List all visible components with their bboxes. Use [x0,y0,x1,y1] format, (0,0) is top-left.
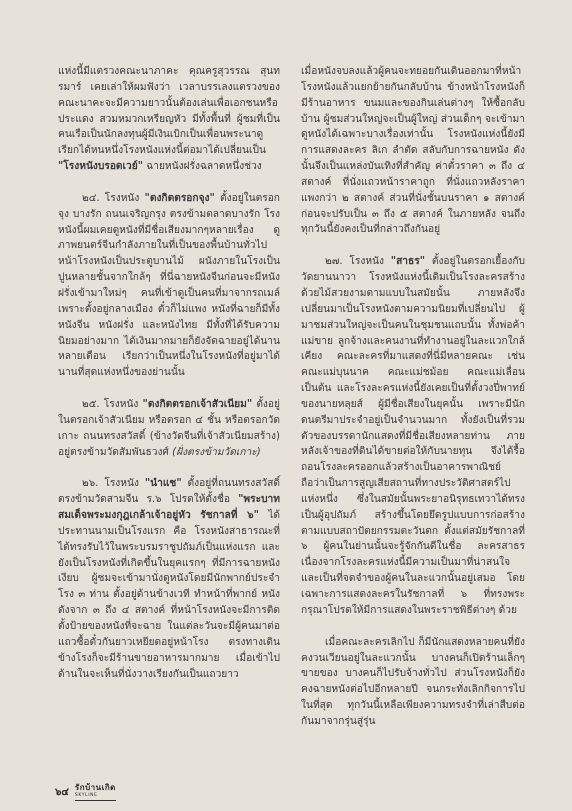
theater-name: "สาธร" [390,256,426,268]
paragraph-text: ตั้งอยู่ในตรอกจุง บางรัก ถนนเจริญกรุง ตรงข้ามตลาดบางรัก โรงหนังนี้ผมเคยดูหนังที่มีชื่อเสียงมากๆหลายเรื่อง ดูภาพยนตร์จีนกำลังภายในที่เป็นของพื้นบ้านทั่วไป หน้าโรงหนังเป็นประตูบานไม้ ผนังภายในโรงเป็นปูนหลายชั้นจากใกล้ๆ ที่นี่ฉายหนังจีนก่อนจะมีหนังฝรั่งเข้ามาใหม่ๆ คนที่เข้าดูเป็นคนที่มาจากรถเมล์ เพราะตั้งอยู่กลางเมือง ตั๋วก็ไม่แพง หนังที่ฉายก็มีทั้งหนังจีน หนังฝรั่ง และหนังไทย มีทั้งที่ได้รับความนิยมอย่างมาก ได้เงินมากมายก็ยังจัดฉายอยู่ได้นานหลายเดือน เรียกว่าเป็นหนึ่งในโรงหนังที่อยู่มาได้นานที่สุดแห่งหนึ่งของย่านนั้น [58,192,280,379]
paragraph-text: ได้ประทานนามเป็นโรงแรก คือ โรงหนังสาธารณะที่ได้ทรงรับไว้ในพระบรมราชูปถัมภ์เป็นแห่งแรก และยังเป็นโรงหนังที่เกิดขึ้นในยุคแรกๆ ที่มีการฉายหนังเงียบ ผู้ชมจะเข้ามานั่งดูหนังโดยมีนักพากย์ประจำโรง ๓ ท่าน ตั้งอยู่ด้านข้างเวที ทำหน้าที่พากย์ หนังดังจาก ๓ ถึง ๔ สตางค์ ที่หน้าโรงหนังจะมีการติดตั้งป้ายของหนังที่จะฉาย ในแต่ละวันจะมีผู้คนมาต่อแถวซื้อตั๋วกันยาวเหยียดอยู่หน้าโรง ตรงทางเดินข้างโรงก็จะมีร้านขายอาหารมากมาย เมื่อเข้าไปด้านในจะเห็นที่นั่งวางเรียงกันเป็นแถวยาว [58,510,280,680]
paragraph [301,635,525,730]
item-number: ๒๗. โรงหนัง [325,256,384,268]
paragraph-text: ฉายหนังฝรั่งฉลาดหนึ่งช่วง [146,161,262,173]
paragraph-text: ตั้งอยู่ที่ถนนทรงสวัสดิ์ ตรงข้ามวัดสามจีน ร.๖ โปรดให้ตั้งชื่อ [58,478,280,506]
page-number: ๖๔ [55,787,69,798]
paragraph [58,476,280,682]
magazine-logo [75,784,116,801]
theater-name: "ตงกิตตรอกเจ้าสัวเนียม" [142,399,253,411]
logo-subtext: SKYLINE [74,793,98,798]
item-number: ๒๕. โรงหนัง [82,399,139,411]
paragraph [301,254,525,618]
paragraph-text: เมื่อหนังจบลงแล้วผู้คนจะทยอยกันเดินออกมาที่หน้าโรงหนังแล้วแยกย้ายกันกลับบ้าน ข้างหน้าโรงหนังก็มีร้านอาหาร ขนมและของกินเล่นต่างๆ ให้ซื้อกลับบ้าน ผู้ชมส่วนใหญ่จะเป็นผู้ใหญ่ ส่วนเด็กๆ จะเข้ามาดูหนังได้เฉพาะบางเรื่องเท่านั้น โรงหนังแห่งนี้ยังมีการแสดงละคร ลิเก ลำตัด สลับกับการฉายหนัง ดังนั้นจึงเป็นแหล่งบันเทิงที่สำคัญ ค่าตั๋วราคา ๓ ถึง ๔ สตางค์ ที่นั่งแถวหน้าราคาถูก ที่นั่งแถวหลังราคาแพงกว่า ๒ สตางค์ ส่วนที่นั่งชั้นบนราคา ๑ สตางค์ ก่อนจะปรับเป็น ๓ ถึง ๕ สตางค์ ในภายหลัง จนถึงทุกวันนี้ยังคงเป็นที่กล่าวถึงกันอยู่ [301,66,525,236]
paragraph [301,64,525,238]
paragraph [58,64,280,175]
item-number: ๒๖. โรงหนัง [82,478,139,490]
theater-name: "ตงกิตตรอกจุง" [144,192,215,204]
paragraph [58,191,280,381]
paragraph-text: เมื่อคณะละครเลิกไป ก็มีนักแสดงหลายคนที่ยังคงวนเวียนอยู่ในละแวกนั้น บางคนก็เปิดร้านเล็กๆ ขายของ บางคนก็ไปรับจ้างทั่วไป ส่วนโรงหนังก็ยังคงฉายหนังต่อไปอีกหลายปี จนกระทั่งเลิกกิจการไปในที่สุด ทุกวันนี้เหลือเพียงความทรงจำที่เล่าสืบต่อกันมาจากรุ่นสู่รุ่น [301,636,525,727]
theater-name: "โรงหนังบรอดเวย์" [58,161,144,173]
paragraph [58,397,280,460]
royal-name: "พระบาทสมเด็จพระมงกุฎเกล้าเจ้าอยู่หัว รัชกาลที่ ๖" [58,494,280,522]
paragraph-text: ตั้งอยู่ในตรอกเจ้าสัวเนียม หรือตรอก ๔ ชั้น หรือตรอกวัดเกาะ ถนนทรงสวัสดิ์ (ข้างวัดจีนที่เจ้าสัวเนียมสร้าง) อยู่ตรงข้ามวัดสัมพันธวงศ์ [58,399,280,458]
item-number: ๒๔. โรงหนัง [82,192,140,204]
paragraph-text: แห่งนี้มีแตรวงคณะนาภาคะ คุณครูสุวรรณ สุนทรมาร์ เคยเล่าให้ผมฟังว่า เวลาบรรเลงแตรวงของคณะนาคะจะมีความยาวนั้นต้องเล่นเพื่อเอกชนหรือประแดง สวมหมวกเหรียญหัว มีทั้งพื้นที่ ผู้ชมที่เป็นคนเรือเป็นนักลงทุนผู้มีเงินเบิกเป็นเพื่อนพระนาดูเรียกได้หนหนึ่งโรงหนังแห่งนี้ต่อมาได้เปลี่ยนเป็น [58,66,280,157]
logo-text: รักบ้านเกิด [74,783,116,792]
right-column [301,64,525,730]
page-footer [55,784,116,801]
theater-name: "นำแช" [144,478,182,490]
left-column [58,64,280,682]
paragraph-note: (ฝั่งตรงข้ามวัดเกาะ) [172,446,261,458]
paragraph-text: ตั้งอยู่ในตรอกเยื้องกับวัดยานนาวา โรงหนังแห่งนี้เดิมเป็นโรงละครสร้างด้วยไม้สวยงามตามแบบในสมัยนั้น ภายหลังจึงเปลี่ยนมาเป็นโรงหนังตามความนิยมที่เปลี่ยนไป ผู้มาชมส่วนใหญ่จะเป็นคนในชุมชนแถบนั้น ทั้งพ่อค้าแม่ขาย ลูกจ้างและคนงานที่ทำงานอยู่ในละแวกใกล้เคียง คณะละครที่มาแสดงที่นี่มีหลายคณะ เช่น คณะแม่บุนนาค คณะแม่ชม้อย คณะแม่เลื่อน เป็นต้น และโรงละครแห่งนี้ยังเคยเป็นที่ตั้งวงปี่พาทย์ของนายหลุยส์ ผู้มีชื่อเสียงในยุคนั้น เพราะมีนักดนตรีมาประจำอยู่เป็นจำนวนมาก ทั้งยังเป็นที่รวมตัวของบรรดานักแสดงที่มีชื่อเสียงหลายท่าน ภายหลังเจ้าของที่ดินได้ขายต่อให้กับนายทุน จึงได้รื้อถอนโรงละครออกแล้วสร้างเป็นอาคารพาณิชย์ ถือว่าเป็นการสูญเสียสถานที่ทางประวัติศาสตร์ไปแห่งหนึ่ง ซึ่งในสมัยนั้นพระยาอนิรุทธเทวาได้ทรงเป็นผู้อุปถัมภ์ สร้างขึ้นโดยยึดรูปแบบการก่อสร้างตามแบบสถาปัตยกรรมตะวันตก ตั้งแต่สมัยรัชกาลที่ ๖ ผู้คนในย่านนั้นจะรู้จักกันดีในชื่อ ละครสาธร เนื่องจากโรงละครแห่งนี้มีความเป็นมาที่น่าสนใจ และเป็นที่จดจำของผู้คนในละแวกนั้นอยู่เสมอ โดยเฉพาะการแสดงละครในรัชกาลที่ ๖ ที่ทรงพระกรุณาโปรดให้มีการแสดงในพระราชพิธีต่างๆ ด้วย [301,256,525,616]
